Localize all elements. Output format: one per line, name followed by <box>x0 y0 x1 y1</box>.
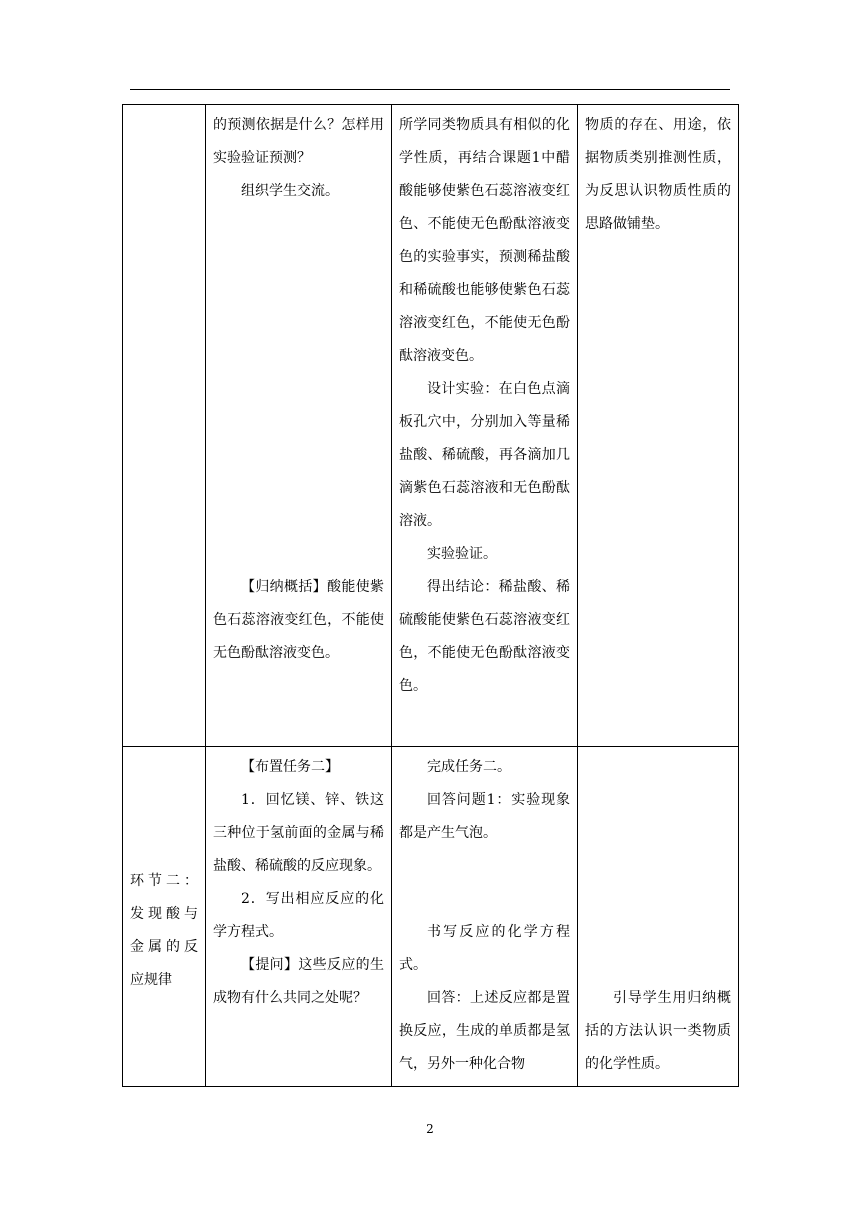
ask-tag: 【提问】 <box>241 957 299 973</box>
stage-cell <box>123 747 206 1087</box>
student-text: 书写反应的化学方程式。 <box>399 924 570 973</box>
student-activity-cell <box>392 105 578 747</box>
design-intent-cell <box>578 105 739 747</box>
summary-text: 酸能使紫色石蕊溶液变红色，不能使无色酚酞溶液变色。 <box>213 579 384 661</box>
teacher-question <box>213 949 384 1015</box>
student-text: 回答：上述反应都是置换反应，生成的单质都是氢气，另外一种化合物 <box>399 990 570 1072</box>
stage-cell <box>123 105 206 747</box>
ask-text: 这些反应的生成物有什么共同之处呢？ <box>213 957 385 1006</box>
header-rule <box>130 89 730 90</box>
student-text: 得出结论：稀盐酸、稀硫酸能使紫色石蕊溶液变红色，不能使无色酚酞溶液变色。 <box>399 579 570 694</box>
student-activity-cell <box>392 747 578 1087</box>
page-number: 2 <box>426 1122 434 1136</box>
table-row <box>123 747 739 1087</box>
teacher-activity-cell <box>206 747 392 1087</box>
teacher-text: 1．回忆镁、锌、铁这三种位于氢前面的金属与稀盐酸、稀硫酸的反应现象。 <box>213 792 384 874</box>
intent-text: 物质的存在、用途，依据物质类别推测性质，为反思认识物质性质的思路做铺垫。 <box>585 117 731 232</box>
teacher-text: 组织学生交流。 <box>241 183 339 199</box>
lesson-plan-table <box>122 104 739 1087</box>
student-text: 回答问题1：实验现象都是产生气泡。 <box>399 792 570 841</box>
student-text: 实验验证。 <box>427 546 497 562</box>
intent-text: 引导学生用归纳概括的方法认识一类物质的化学性质。 <box>585 990 731 1072</box>
summary-tag: 【归纳概括】 <box>241 579 327 595</box>
teacher-summary <box>213 571 384 670</box>
teacher-text: 2．写出相应反应的化学方程式。 <box>213 891 384 940</box>
teacher-text: 的预测依据是什么？怎样用实验验证预测？ <box>213 117 384 166</box>
student-text: 完成任务二。 <box>427 759 511 775</box>
task-title: 【布置任务二】 <box>241 759 339 775</box>
design-intent-cell <box>578 747 739 1087</box>
stage-label: 环节二：发现酸与金属的反应规律 <box>130 872 198 988</box>
table-row <box>123 105 739 747</box>
teacher-activity-cell <box>206 105 392 747</box>
student-text: 所学同类物质具有相似的化学性质，再结合课题1中醋酸能够使紫色石蕊溶液变红色、不能使无色酚酞溶液变色的实验事实，预测稀盐酸和稀硫酸也能够使紫色石蕊溶液变红色，不能使无色酚酞溶液变色。 <box>399 117 570 364</box>
student-text: 设计实验：在白色点滴板孔穴中，分别加入等量稀盐酸、稀硫酸，再各滴加几滴紫色石蕊溶液和无色酚酞溶液。 <box>399 381 570 529</box>
